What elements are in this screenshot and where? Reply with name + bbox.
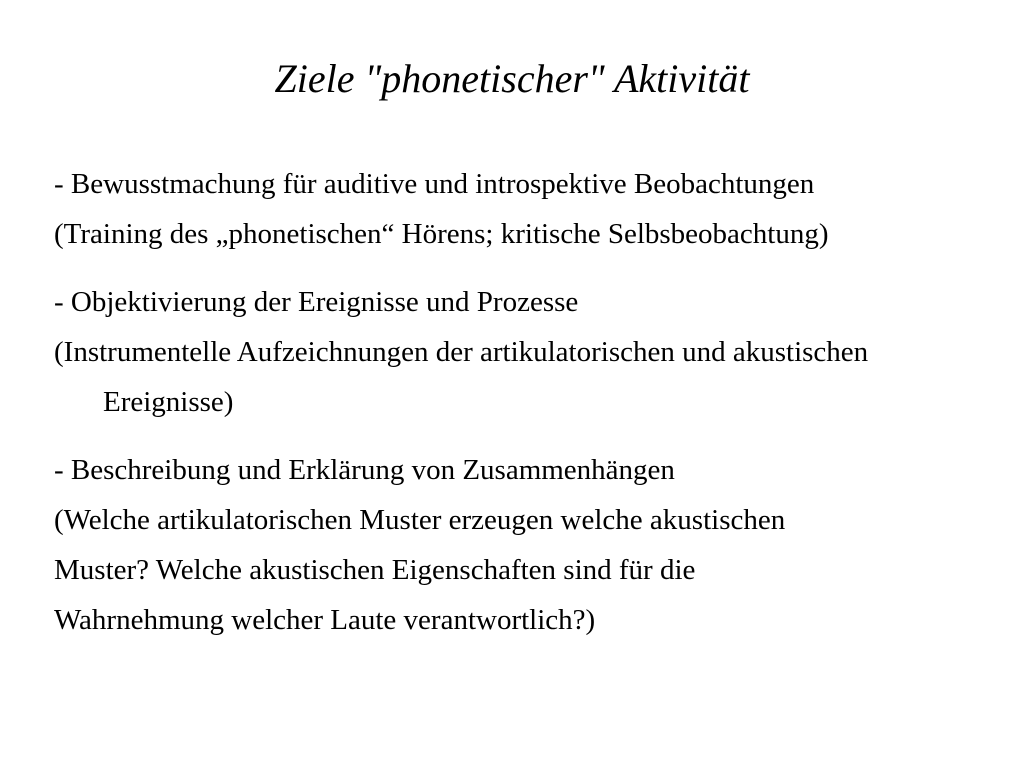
point-1-detail-line-1: (Training des „phonetischen“ Hörens; kritische Selbsbeobachtung) [54, 218, 829, 250]
point-3-detail-line-3: Wahrnehmung welcher Laute verantwortlich?) [54, 604, 596, 636]
point-3-heading: - Beschreibung und Erklärung von Zusammenhängen [54, 454, 675, 486]
slide-title: Ziele "phonetischer" Aktivität [274, 56, 750, 101]
point-2-detail-line-1: (Instrumentelle Aufzeichnungen der artikulatorischen und akustischen [54, 336, 869, 368]
point-1-heading: - Bewusstmachung für auditive und introspektive Beobachtungen [54, 168, 815, 200]
point-2-detail-line-2: Ereignisse) [103, 386, 234, 418]
point-3-detail-line-2: Muster? Welche akustischen Eigenschaften sind für die [54, 554, 696, 586]
point-2-heading: - Objektivierung der Ereignisse und Prozesse [54, 286, 579, 318]
point-3-detail-line-1: (Welche artikulatorischen Muster erzeugen welche akustischen [54, 504, 786, 536]
